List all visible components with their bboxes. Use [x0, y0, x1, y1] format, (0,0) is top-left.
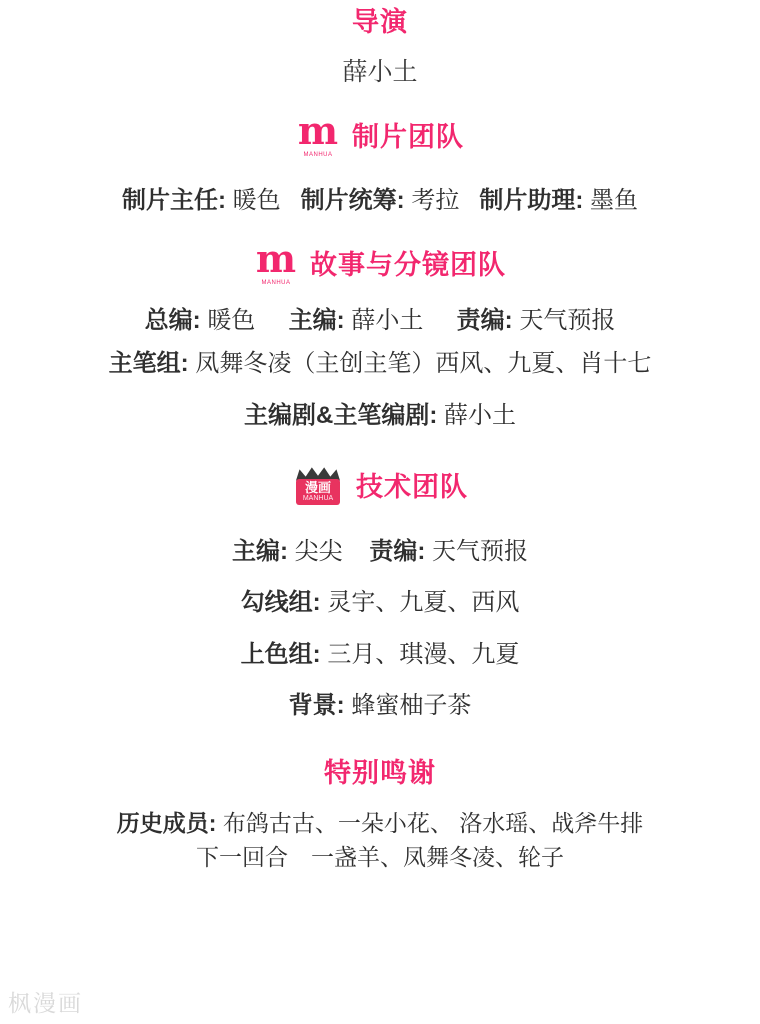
credit-label: 勾线组:: [240, 589, 321, 617]
credit-value: 暖色: [207, 306, 256, 334]
spacer: [0, 218, 760, 244]
credit-value: 考拉: [411, 187, 460, 215]
spacer: [0, 90, 760, 116]
story-credits-line-1: [0, 304, 760, 338]
spacer: [0, 509, 760, 535]
credit-value: 灵宇、九夏、西风: [327, 589, 520, 617]
spacer: [0, 337, 760, 347]
studio-logo-icon: [296, 108, 340, 159]
credit-value: 天气预报: [432, 537, 528, 565]
credit-value: 蜂蜜柚子茶: [351, 692, 472, 720]
credit-label: 主编剧&主笔编剧:: [244, 401, 438, 429]
credit-value: 凤舞冬凌（主创主笔）西风、九夏、肖十七: [195, 350, 652, 378]
story-credits-line-2: [0, 347, 760, 381]
credit-label: 主笔组:: [108, 350, 189, 378]
story-credits-line-3: [0, 399, 760, 433]
credit-value: 薛小土: [444, 401, 516, 429]
credit-value: 尖尖: [294, 537, 343, 565]
credit-value: 暖色: [232, 187, 281, 215]
credit-label: 背景:: [288, 692, 345, 720]
spacer: [0, 381, 760, 399]
credit-value: 布鸽古古、一朵小花、 洛水瑶、战斧牛排: [222, 810, 644, 837]
credit-label: 制片统筹:: [300, 187, 405, 215]
credit-label: 上色组:: [240, 640, 321, 668]
credit-label: 制片助理:: [479, 187, 584, 215]
studio-logo-icon: [254, 235, 298, 286]
credit-label: 总编:: [144, 306, 201, 334]
credit-label: 责编:: [456, 306, 513, 334]
badge-logo-icon: [292, 467, 344, 509]
studio-logo-subtext: MANHUA: [261, 279, 291, 286]
studio-logo-glyph: m: [255, 235, 297, 281]
spacer: [0, 158, 760, 184]
section-title-thanks: 特别鸣谢: [324, 757, 436, 788]
badge-logo-text: 漫画: [304, 479, 331, 495]
credit-label: 历史成员:: [116, 810, 217, 837]
spacer: [0, 723, 760, 757]
spacer: [0, 789, 760, 807]
credit-value: 三月、琪漫、九夏: [327, 640, 520, 668]
watermark: 枫漫画: [8, 991, 83, 1017]
spacer: [0, 568, 760, 586]
section-title-story: 故事与分镜团队: [310, 249, 506, 280]
spacer: [0, 620, 760, 638]
credit-value: 薛小土: [351, 306, 424, 334]
thanks-line-2: [0, 841, 760, 874]
spacer: [0, 433, 760, 467]
tech-credits-line-3: [0, 638, 760, 672]
studio-logo-subtext: MANHUA: [303, 152, 333, 159]
spacer: [0, 286, 760, 304]
credit-value: 下一回合 一盏羊、凤舞冬凌、轮子: [196, 843, 564, 870]
section-header-production: [0, 108, 760, 159]
credit-value: 墨鱼: [590, 187, 639, 215]
section-header-story: [0, 235, 760, 286]
tech-credits-line-2: [0, 586, 760, 620]
credit-label: 制片主任:: [121, 187, 226, 215]
tech-credits-line-1: [0, 535, 760, 569]
credit-value: 天气预报: [519, 306, 616, 334]
tech-credits-line-4: [0, 689, 760, 723]
credit-label: 主编:: [288, 306, 345, 334]
badge-logo-subtext: MANHUA: [302, 494, 334, 502]
studio-logo-glyph: m: [297, 108, 339, 154]
director-name: 薛小土: [342, 58, 418, 87]
spacer: [0, 38, 760, 56]
section-title-production: 制片团队: [352, 121, 464, 152]
section-title-director: 导演: [352, 7, 408, 37]
production-credits-line: [0, 184, 760, 218]
spacer: [0, 671, 760, 689]
credit-label: 责编:: [369, 537, 426, 565]
thanks-line-1: [0, 807, 760, 840]
credit-label: 主编:: [231, 537, 288, 565]
section-header-tech: [0, 467, 760, 509]
section-title-tech: 技术团队: [356, 472, 468, 503]
